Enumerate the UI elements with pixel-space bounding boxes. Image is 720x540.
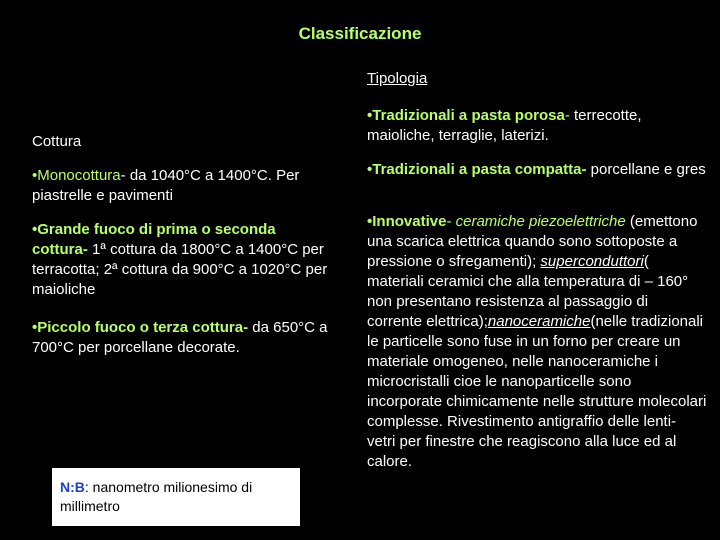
- monocottura-head: •Monocottura: [32, 167, 121, 184]
- monocottura-dash: -: [120, 167, 130, 184]
- piccolo-fuoco-head: •Piccolo fuoco o terza cottura-: [32, 319, 249, 336]
- note-text: : nanometro milionesimo di millimetro: [60, 479, 253, 514]
- superconduttori-term: superconduttori: [540, 253, 644, 270]
- tipologia-heading: Tipologia: [367, 70, 428, 87]
- grande-fuoco-head: •Grande fuoco di prima o seconda cottura-: [32, 221, 276, 258]
- tradizionali-porosa-head: •Tradizionali a pasta porosa: [367, 107, 565, 124]
- note-box: [52, 468, 300, 526]
- note-label: N:B: [60, 479, 85, 495]
- innovative-head: •Innovative: [367, 213, 447, 230]
- piccolo-fuoco-item: [32, 318, 332, 358]
- tradizionali-porosa-text: terrecotte, maioliche, terraglie, laterizi.: [367, 107, 642, 144]
- cottura-heading: Cottura: [32, 133, 82, 150]
- tradizionali-compatta-text: porcellane e gres: [586, 161, 706, 178]
- tradizionali-porosa-item: [367, 106, 707, 146]
- innovative-text-3: (nelle tradizionali le particelle sono fuse in un forno per creare un materiale omogeneo, nelle nanoceramiche i microcristalli cioe le nanoparticelle sono incorporate chimicamente nelle strutture molecolari complesse. Rivestimento antigraffio delle lenti- vetri per finestre che reagiscono alla luce ed al calore.: [367, 313, 707, 470]
- tradizionali-porosa-dash: -: [564, 107, 570, 124]
- innovative-item: [367, 212, 707, 472]
- tradizionali-compatta-head: •Tradizionali a pasta compatta-: [367, 161, 587, 178]
- innovative-italic: ceramiche piezoelettriche: [451, 213, 626, 230]
- grande-fuoco-text: 1ª cottura da 1800°C a 1400°C per terracotta; 2ª cottura da 900°C a 1020°C per maioliche: [32, 241, 328, 298]
- tradizionali-compatta-item: [367, 160, 707, 180]
- monocottura-text: da 1040°C a 1400°C. Per piastrelle e pavimenti: [32, 167, 300, 204]
- piccolo-fuoco-text: da 650°C a 700°C per porcellane decorate.: [32, 319, 328, 356]
- innovative-text-2: ( materiali ceramici che alla temperatura di – 160° non presentano resistenza al passaggio di corrente elettrica);: [367, 253, 689, 330]
- innovative-dash: -: [446, 213, 452, 230]
- grande-fuoco-item: [32, 220, 332, 300]
- nanoceramiche-term: nanoceramiche: [487, 313, 591, 330]
- innovative-text-1: (emettono una scarica elettrica quando sono sottoposte a pressione o sfregamenti);: [367, 213, 698, 270]
- monocottura-item: [32, 166, 332, 206]
- slide-title: Classificazione: [298, 24, 422, 43]
